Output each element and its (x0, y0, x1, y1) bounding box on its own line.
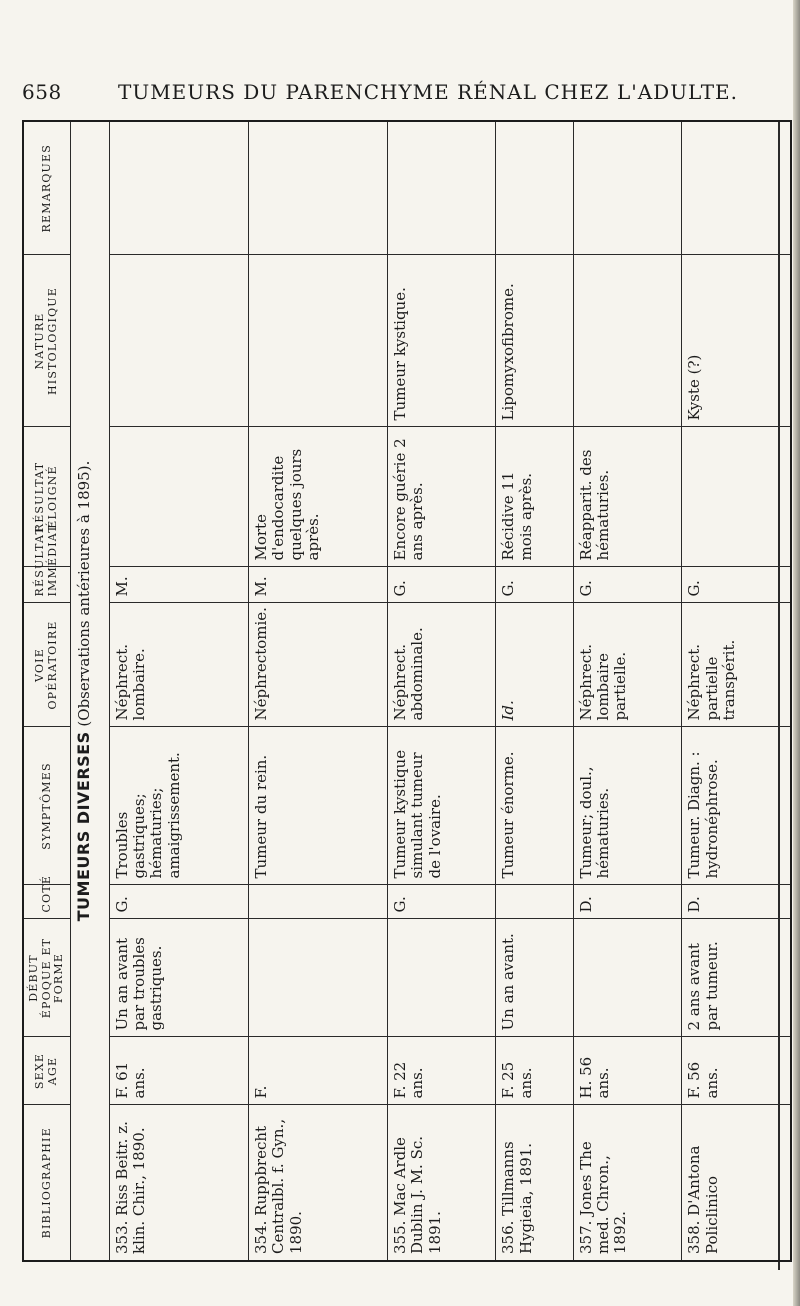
cell-debut (249, 919, 388, 1037)
cell-bibliographie: 356. Tillmanns Hygieia, 1891. (496, 1105, 574, 1261)
cell-sexe-age: H. 56 ans. (573, 1037, 681, 1105)
cell-remarques (682, 121, 791, 255)
cell-nature (249, 255, 388, 427)
cell-sexe-age: F. 25 ans. (496, 1037, 574, 1105)
cell-nature (573, 255, 681, 427)
table-row (109, 121, 248, 1261)
cell-symptomes: Tumeur énorme. (496, 727, 574, 885)
col-header-resultat-immediat: RÉSULTAT IMMÉDIAT (23, 567, 70, 603)
col-header-nature-histologique: NATURE HISTOLOGIQUE (23, 255, 70, 427)
cell-cote: D. (682, 885, 791, 919)
cell-resultat-eloigne (682, 427, 791, 567)
cell-resultat-immediat: G. (573, 567, 681, 603)
cell-resultat-immediat: M. (109, 567, 248, 603)
cell-resultat-immediat: G. (682, 567, 791, 603)
cell-resultat-eloigne: Encore guérie 2 ans après. (388, 427, 496, 567)
cell-resultat-eloigne: Réapparit. des hématuries. (573, 427, 681, 567)
cell-remarques (496, 121, 574, 255)
cell-symptomes: Tumeur; doul., hématuries. (573, 727, 681, 885)
col-header-resultat-eloigne: RÉSULTAT ÉLOIGNÉ (23, 427, 70, 567)
cell-remarques (573, 121, 681, 255)
table-row (496, 121, 574, 1261)
cell-resultat-eloigne: Récidive 11 mois après. (496, 427, 574, 567)
cell-remarques (388, 121, 496, 255)
cell-bibliographie: 355. Mac Ardle Dublin J. M. Sc. 1891. (388, 1105, 496, 1261)
cell-symptomes: Tumeur kystique simulant tumeur de l'ovaire. (388, 727, 496, 885)
col-header-bibliographie: BIBLIOGRAPHIE (23, 1105, 70, 1261)
cell-voie: Néphrect. lombaire. (109, 603, 248, 727)
cell-sexe-age: F. (249, 1037, 388, 1105)
table-row (682, 121, 791, 1261)
col-header-remarques: REMARQUES (23, 121, 70, 255)
cell-nature: Lipomyxofibrome. (496, 255, 574, 427)
col-header-voie-operatoire: VOIE OPÉRATOIRE (23, 603, 70, 727)
cell-cote (249, 885, 388, 919)
cell-voie: Néphrect. abdominale. (388, 603, 496, 727)
cell-sexe-age: F. 61 ans. (109, 1037, 248, 1105)
table-caption (70, 121, 109, 1261)
caption-subtitle: (Observations antérieures à 1895). (74, 460, 93, 727)
cell-debut (388, 919, 496, 1037)
col-header-sexe-age: SEXE AGE (23, 1037, 70, 1105)
cell-resultat-immediat: M. (249, 567, 388, 603)
cell-voie: Néphrectomie. (249, 603, 388, 727)
cell-resultat-eloigne: Morte d'endocardite quelques jours après. (249, 427, 388, 567)
cell-bibliographie: 354. Ruppbrecht Centralbl. f. Gyn., 1890. (249, 1105, 388, 1261)
cell-symptomes: Tumeur du rein. (249, 727, 388, 885)
caption-title: TUMEURS DIVERSES (73, 731, 93, 922)
cell-symptomes: Troubles gastriques; hématuries; amaigrissement. (109, 727, 248, 885)
page-edge-shadow (793, 0, 800, 1306)
cell-remarques (249, 121, 388, 255)
cell-nature: Kyste (?) (682, 255, 791, 427)
cell-resultat-immediat: G. (388, 567, 496, 603)
cell-bibliographie: 357. Jones The med. Chron., 1892. (573, 1105, 681, 1261)
table-row (573, 121, 681, 1261)
cell-debut: 2 ans avant par tumeur. (682, 919, 791, 1037)
cell-resultat-immediat: G. (496, 567, 574, 603)
cell-cote: G. (109, 885, 248, 919)
table-caption-row (70, 121, 109, 1261)
cell-nature (109, 255, 248, 427)
col-header-debut: DÉBUT ÉPOQUE ET FORME (23, 919, 70, 1037)
cell-debut: Un an avant. (496, 919, 574, 1037)
cell-voie: Néphrect. lombaire partielle. (573, 603, 681, 727)
cell-voie: Id. (496, 603, 574, 727)
cell-symptomes: Tumeur. Diagn. : hydronéphrose. (682, 727, 791, 885)
cell-bibliographie: 353. Riss Beitr. z. klin. Chir., 1890. (109, 1105, 248, 1261)
table-row (388, 121, 496, 1261)
running-header (0, 80, 800, 116)
cell-sexe-age: F. 56 ans. (682, 1037, 791, 1105)
col-header-symptomes: SYMPTÔMES (23, 727, 70, 885)
cell-remarques (109, 121, 248, 255)
cell-cote (496, 885, 574, 919)
cell-nature: Tumeur kystique. (388, 255, 496, 427)
rotated-table-wrapper (22, 122, 792, 1262)
cell-bibliographie: 358. D'Antona Policlinico (682, 1105, 791, 1261)
cell-resultat-eloigne (109, 427, 248, 567)
cell-cote: D. (573, 885, 681, 919)
page-number: 658 (22, 80, 62, 104)
cell-debut (573, 919, 681, 1037)
cell-debut: Un an avant par troubles gastriques. (109, 919, 248, 1037)
cell-cote: G. (388, 885, 496, 919)
running-title: TUMEURS DU PARENCHYME RÉNAL CHEZ L'ADULTE. (118, 80, 738, 104)
observations-table (22, 120, 792, 1262)
cell-sexe-age: F. 22 ans. (388, 1037, 496, 1105)
table-row (249, 121, 388, 1261)
header-row (23, 121, 70, 1261)
col-header-cote: COTÉ (23, 885, 70, 919)
cell-voie: Néphrect. partielle transpérit. (682, 603, 791, 727)
